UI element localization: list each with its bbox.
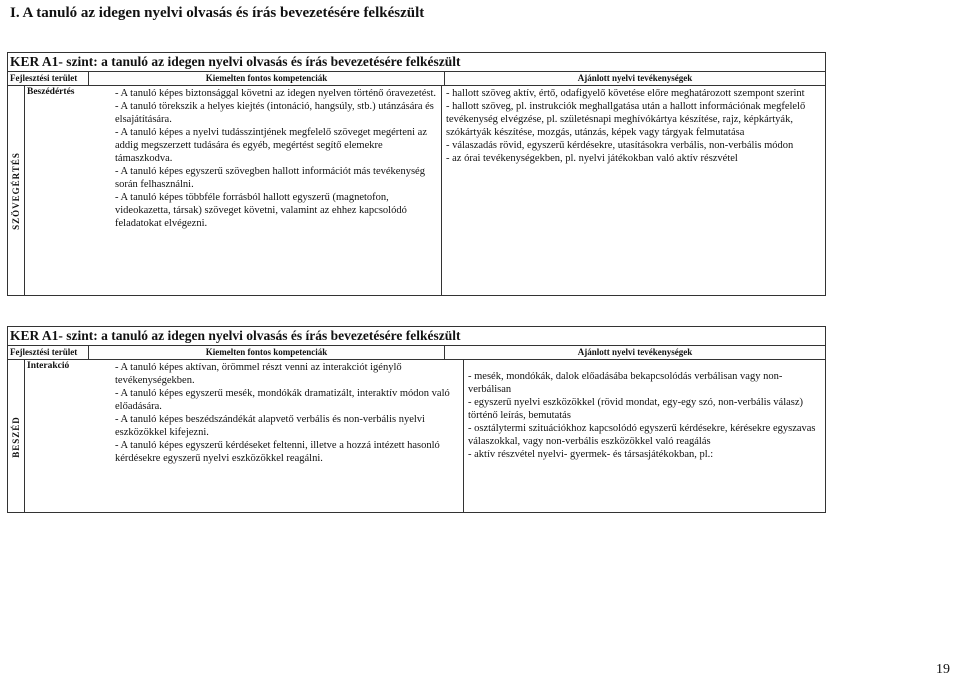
competency-item: - A tanuló képes a nyelvi tudásszintjének megfelelő szöveget megérteni az addig megszerzett tudására és egyéb, megértést segítő elemekre támaszkodva.	[115, 127, 427, 164]
competencies-cell	[109, 360, 464, 513]
competency-item: - A tanuló képes többféle forrásból hallott egyszerű (magnetofon, videokazetta, társak) szöveget követni, valamint az ehhez kapcsolódó feladatokat elvégezni.	[115, 192, 407, 229]
competency-item: - A tanuló képes biztonsággal követni az idegen nyelven történő óravezetést.	[115, 88, 437, 99]
column-headers	[8, 72, 825, 86]
area-cell	[8, 86, 25, 296]
area-cell	[8, 360, 25, 513]
activity-item: - az órai tevékenységekben, pl. nyelvi játékokban való aktív részvétel	[446, 153, 738, 164]
area-label: BESZÉD	[11, 415, 21, 458]
col-header-competencies: Kiemelten fontos kompetenciák	[89, 72, 445, 85]
table-body	[8, 86, 825, 296]
col-header-activities: Ajánlott nyelvi tevékenységek	[577, 347, 693, 357]
table-heading: KER A1- szint: a tanuló az idegen nyelvi olvasás és írás bevezetésére felkészült	[8, 327, 825, 346]
competency-item: - A tanuló képes egyszerű kérdéseket feltenni, illetve a hozzá intézett hasonló kérdésekre egyszerű nyelvi eszközökkel reagálni.	[115, 440, 440, 464]
competency-item: - A tanuló képes egyszerű mesék, mondókák dramatizált, interaktív módon való előadására.	[115, 388, 450, 412]
competencies-cell	[109, 86, 442, 296]
competency-table-speaking	[7, 326, 826, 513]
competency-item: - A tanuló képes egyszerű szövegben hallott információt más tevékenység során felhasználni.	[115, 166, 425, 190]
document-title: I. A tanuló az idegen nyelvi olvasás és írás bevezetésére felkészült	[10, 5, 425, 21]
activity-item: - válaszadás rövid, egyszerű kérdésekre, utasításokra verbális, non-verbális módon	[446, 140, 794, 151]
area-label: SZÖVEGÉRTÉS	[11, 152, 21, 230]
competency-table-listening	[7, 52, 826, 296]
activity-item: - aktív részvétel nyelvi- gyermek- és társasjátékokban, pl.:	[468, 449, 714, 460]
page-number: 19	[936, 662, 950, 677]
column-headers	[8, 346, 825, 360]
activity-item: - hallott szöveg, pl. instrukciók meghallgatása után a hallott információnak megfelelő tevékenység elvégzése, pl. születésnapi meghívókártya készítése, rajz, képkártyák, szókártyák készítése, mozgás, utánzás, képek vagy tárgyak felmutatása	[446, 101, 806, 138]
table-body	[8, 360, 825, 513]
activity-item: - mesék, mondókák, dalok előadásába bekapcsolódás verbálisan vagy non-verbálisan	[468, 371, 783, 395]
competency-item: - A tanuló törekszik a helyes kiejtés (intonáció, hangsúly, stb.) utánzására és elsajátítására.	[115, 101, 434, 125]
activity-item: - hallott szöveg aktív, értő, odafigyelő követése előre meghatározott szempont szerint	[446, 88, 805, 99]
activities-cell	[442, 86, 825, 296]
col-header-activities: Ajánlott nyelvi tevékenységek	[577, 73, 693, 83]
competency-item: - A tanuló képes aktívan, örömmel részt venni az interakciót igénylő tevékenységekben.	[115, 362, 402, 386]
activities-cell	[464, 360, 825, 513]
activity-item: - egyszerű nyelvi eszközökkel (rövid mondat, egy-egy szó, non-verbális válasz) történő leírás, bemutatás	[468, 397, 804, 421]
activity-item: - osztálytermi szituációkhoz kapcsolódó egyszerű kérdésekre, kérésekre egyszavas válaszokkal, vagy non-verbális eszközökkel való reagálás	[468, 423, 816, 447]
col-header-area: Fejlesztési terület	[8, 346, 89, 359]
sub-area-label: Interakció	[27, 361, 70, 371]
table-heading: KER A1- szint: a tanuló az idegen nyelvi olvasás és írás bevezetésére felkészült	[8, 53, 825, 72]
col-header-competencies: Kiemelten fontos kompetenciák	[89, 346, 445, 359]
competency-item: - A tanuló képes beszédszándékát alapvető verbális és non-verbális nyelvi eszközökkel kifejezni.	[115, 414, 425, 438]
sub-area-label: Beszédértés	[27, 87, 75, 97]
col-header-area: Fejlesztési terület	[8, 72, 89, 85]
